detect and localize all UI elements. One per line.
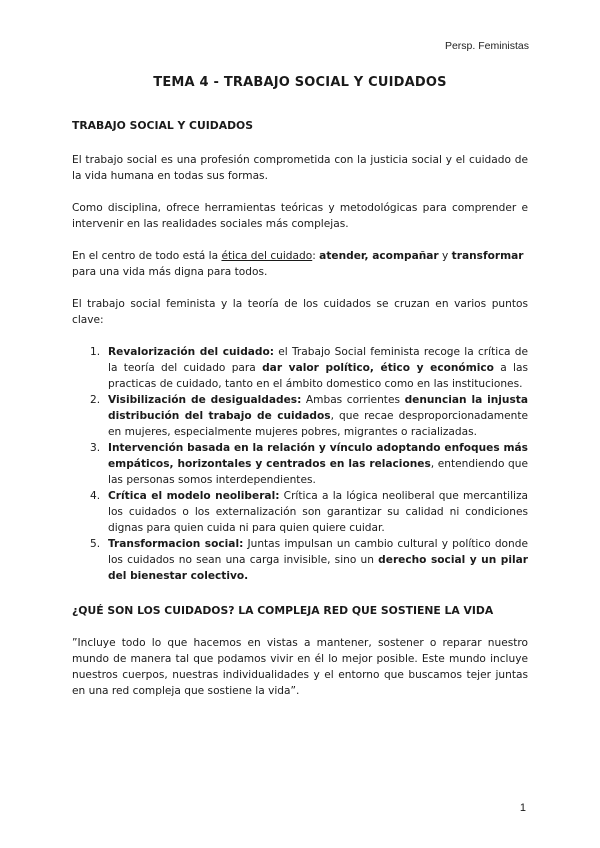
text-run: En el centro de todo está la: [72, 250, 222, 262]
list-number: 2.: [90, 394, 101, 406]
bold-run: Transformacion social:: [108, 538, 244, 550]
paragraph-etica: [72, 248, 528, 280]
text-run: y: [438, 250, 452, 262]
list-item: [72, 344, 528, 392]
text-run: el Trabajo Social feminista recoge la crítica de la teoría del cuidado para: [108, 346, 529, 374]
text-run: , que recae desproporcionadamente en mujeres, especialmente mujeres pobres, migrantes o racializadas.: [108, 410, 528, 438]
numbered-list: [72, 344, 528, 584]
bold-run: derecho social y un pilar del bienestar colectivo.: [108, 554, 528, 582]
text-run: a las practicas de cuidado, tanto en el ámbito domestico como en las instituciones.: [108, 362, 529, 390]
section-heading-cuidados: ¿QUÉ SON LOS CUIDADOS? LA COMPLEJA RED QUE SOSTIENE LA VIDA: [72, 604, 494, 617]
text-run: Juntas impulsan un cambio cultural y político donde los cuidados no sean una carga invisible, sino un: [108, 538, 528, 566]
etica-cuidado-underlined: ética del cuidado: [221, 250, 313, 262]
document-body: [72, 118, 528, 715]
bold-run: dar valor político, ético y económico: [262, 362, 494, 374]
list-item: [72, 392, 528, 440]
bold-run: Intervención basada en la relación y vínculo adoptando enfoques más empáticos, horizontales y centrados en las relaciones: [108, 442, 528, 470]
list-number: 5.: [90, 538, 101, 550]
list-number: 3.: [90, 442, 101, 454]
quote-paragraph: ”Incluye todo lo que hacemos en vistas a mantener, sostener o reparar nuestro mundo de manera tal que podamos vivir en él lo mejor posible. Este mundo incluye nuestros cuerpos, nuestras individualidades y el entorno que buscamos tejer juntas en una red compleja que sostiene la vida”.: [72, 637, 528, 697]
text-run: , entendiendo que las personas somos interdependientes.: [108, 458, 528, 486]
text-run: para una vida más digna para todos.: [72, 266, 268, 278]
text-run: :: [312, 250, 320, 262]
paragraph-puntos-clave: El trabajo social feminista y la teoría de los cuidados se cruzan en varios puntos clave:: [72, 298, 528, 326]
list-item: [72, 440, 528, 488]
list-number: 1.: [90, 346, 101, 358]
page-number: 1: [519, 802, 526, 814]
bold-run: Revalorización del cuidado:: [108, 346, 275, 358]
bold-run: transformar: [451, 250, 524, 262]
bold-run: denuncian la injusta distribución del trabajo de cuidados: [108, 394, 528, 422]
list-number: 4.: [90, 490, 101, 502]
section-heading-trabajo-social: TRABAJO SOCIAL Y CUIDADOS: [72, 119, 253, 132]
paragraph-disciplina: Como disciplina, ofrece herramientas teóricas y metodológicas para comprender e intervenir en las realidades sociales más complejas.: [72, 202, 528, 230]
text-run: Ambas corrientes: [301, 394, 405, 406]
bold-run: Crítica el modelo neoliberal:: [108, 490, 280, 502]
text-run: Crítica a la lógica neoliberal que mercantiliza los cuidados o los externalización son garantizar su calidad ni condiciones dignas para quien cuida ni para quien quiere cuidar.: [108, 490, 529, 534]
list-item: [72, 488, 528, 536]
bold-run: atender, acompañar: [319, 250, 439, 262]
list-item: [72, 536, 528, 584]
running-header: Persp. Feministas: [444, 40, 529, 52]
bold-run: Visibilización de desigualdades:: [108, 394, 302, 406]
paragraph-intro: El trabajo social es una profesión comprometida con la justicia social y el cuidado de la vida humana en todas sus formas.: [72, 154, 528, 182]
page-title: TEMA 4 - TRABAJO SOCIAL Y CUIDADOS: [153, 75, 447, 90]
